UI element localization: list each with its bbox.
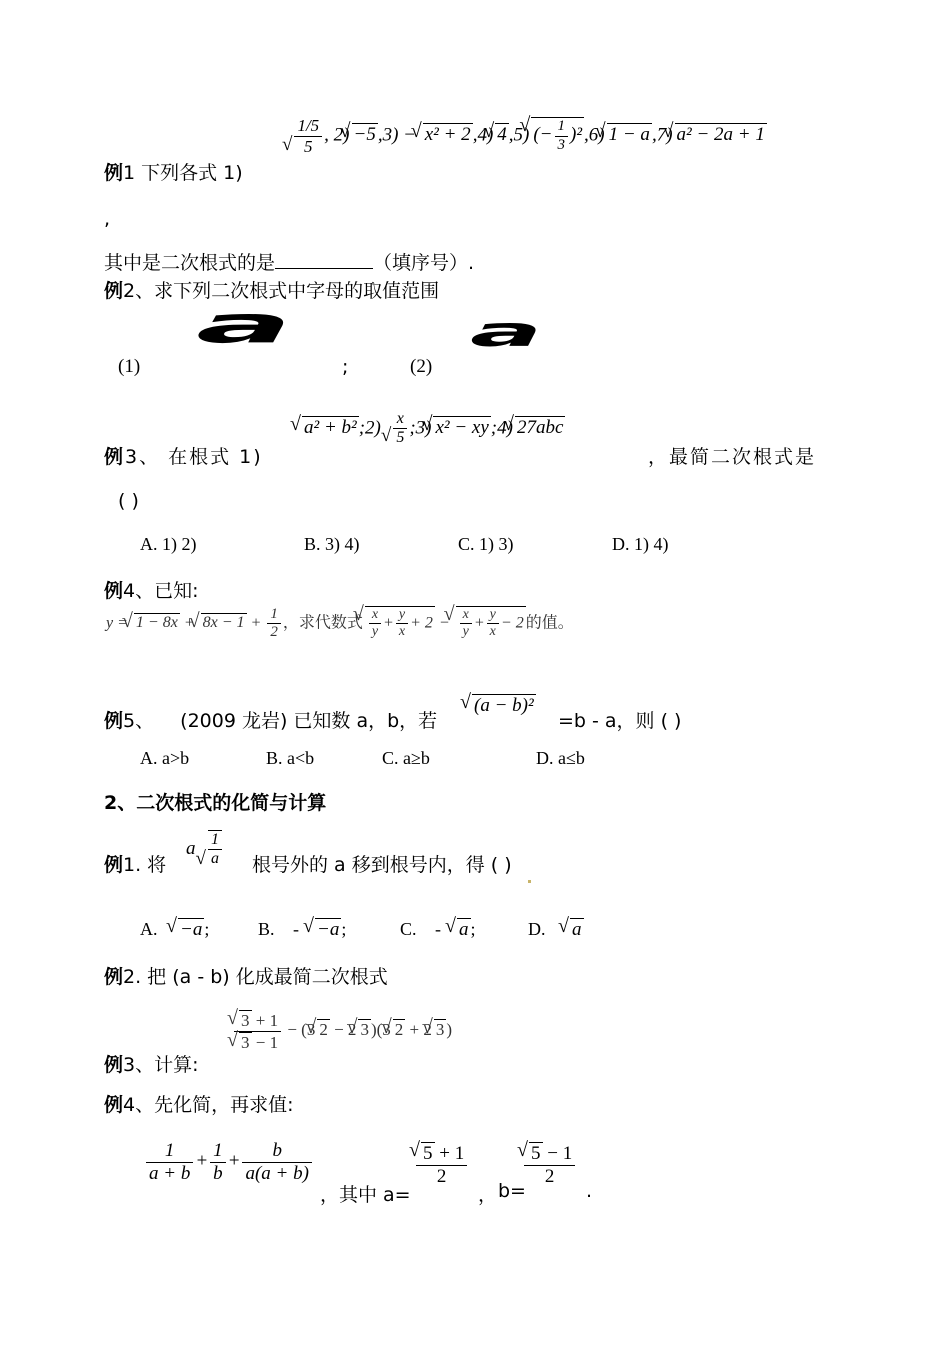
- s2-ex1-option-a[interactable]: A. √ −a ;: [140, 918, 209, 941]
- ex5-option-c[interactable]: C. a≥b: [382, 748, 430, 768]
- ex2-part2: (2): [410, 356, 433, 377]
- s2-ex4-period: .: [586, 1180, 593, 1202]
- s2-ex3-formula: √ 3 + 1 √ 3 − 1 − (3√ 2 − 2√ 3 )(3√ 2 + 2√ 3 ): [232, 1010, 452, 1052]
- ex5-option-a[interactable]: A. a>b: [140, 748, 190, 768]
- ex3-option-d[interactable]: D. 1) 4): [612, 534, 669, 554]
- ex3-option-b[interactable]: B. 3) 4): [304, 534, 360, 554]
- s2-ex3-label: 例3、计算:: [104, 1054, 199, 1076]
- ex2-label: 例2、求下列二次根式中字母的取值范围: [104, 280, 440, 302]
- ex2-part1: (1): [118, 356, 141, 377]
- ex3-formula: √ a² + b² ;2)√ $\frac{x}{5}$ ;3)√ x² − xy ;4)√ 27abc: [300, 410, 565, 448]
- ex4-label: 例4、已知:: [104, 580, 199, 602]
- answer-blank[interactable]: [275, 250, 373, 269]
- ex3-label: 例3、 在根式 1): [104, 446, 263, 468]
- s2-ex1-option-b[interactable]: B. -√ −a ;: [258, 918, 346, 941]
- s2-ex4-where: ，其中 a=: [320, 1184, 411, 1206]
- ex5-label: 例5、 (2009 龙岩) 已知数 a，b，若: [104, 710, 438, 732]
- ex5-option-d[interactable]: D. a≤b: [536, 748, 585, 768]
- s2-ex4-a-value: √ $\frac{5 + 1}{2}$: [414, 1142, 469, 1188]
- stray-dot: [528, 880, 531, 883]
- s2-ex1-option-c[interactable]: C. -√ a ;: [400, 918, 476, 941]
- ex2-letter-2: a: [470, 308, 543, 356]
- ex3-paren: ( ): [118, 490, 139, 512]
- s2-ex4-comma: ，: [478, 1184, 498, 1206]
- s2-ex1-tail: 根号外的 a 移到根号内，得 ( ): [252, 854, 512, 876]
- ex5-option-b[interactable]: B. a<b: [266, 748, 315, 768]
- s2-ex1-formula: a√ $\frac{1}{a}$: [186, 830, 224, 869]
- ex1-label: 例1 下列各式 1): [104, 162, 243, 184]
- ex3-option-c[interactable]: C. 1) 3): [458, 534, 514, 554]
- s2-ex4-label: 例4、先化简，再求值:: [104, 1094, 294, 1116]
- ex1-formula: √ $\frac{1/5}{5}$ , 2)√ −5 ,3) − √ x² + 2 ,4)√ 4 ,5)√ (− $\frac{1}{3}$ )² ,6)√ 1 − a ,7)√ a² − 2a + 1: [282, 116, 767, 156]
- ex2-letter-1: a: [196, 295, 293, 355]
- ex5-tail: =b - a，则 ( ): [558, 710, 682, 732]
- ex1-question: 其中是二次根式的是 （填序号）.: [104, 252, 475, 274]
- ex5-radical: √ (a − b)²: [470, 694, 536, 717]
- ex2-semicolon: ;: [342, 356, 349, 378]
- s2-ex4-b-eq: b=: [498, 1180, 526, 1202]
- ex4-formula: y = √ 1 − 8x + √ 8x − 1 + $\frac{1}{2}$ ，求代数式 √ $\frac{x}{y}$ + $\frac{y}{x}$ + 2 − √ $\frac{x}{y}$ + $\frac{y}{x}$ − 2 的值。: [106, 606, 574, 642]
- s2-ex1-option-d[interactable]: D. √ a: [528, 918, 584, 941]
- ex3-option-a[interactable]: A. 1) 2): [140, 534, 197, 554]
- s2-ex2-label: 例2. 把 (a - b) 化成最简二次根式: [104, 966, 388, 988]
- s2-ex4-expression: $\frac{1}{a + b}$ + $\frac{1}{b}$ + $\frac{b}{a(a + b)}$: [144, 1140, 314, 1185]
- ex3-tail: ，最简二次根式是: [648, 446, 817, 468]
- ex1-comma: ,: [104, 208, 111, 230]
- s2-ex4-b-value: √ $\frac{5 - 1}{2}$: [522, 1142, 577, 1188]
- section-2-heading: 2、二次根式的化简与计算: [104, 792, 327, 814]
- s2-ex1-label: 例1. 将: [104, 854, 167, 876]
